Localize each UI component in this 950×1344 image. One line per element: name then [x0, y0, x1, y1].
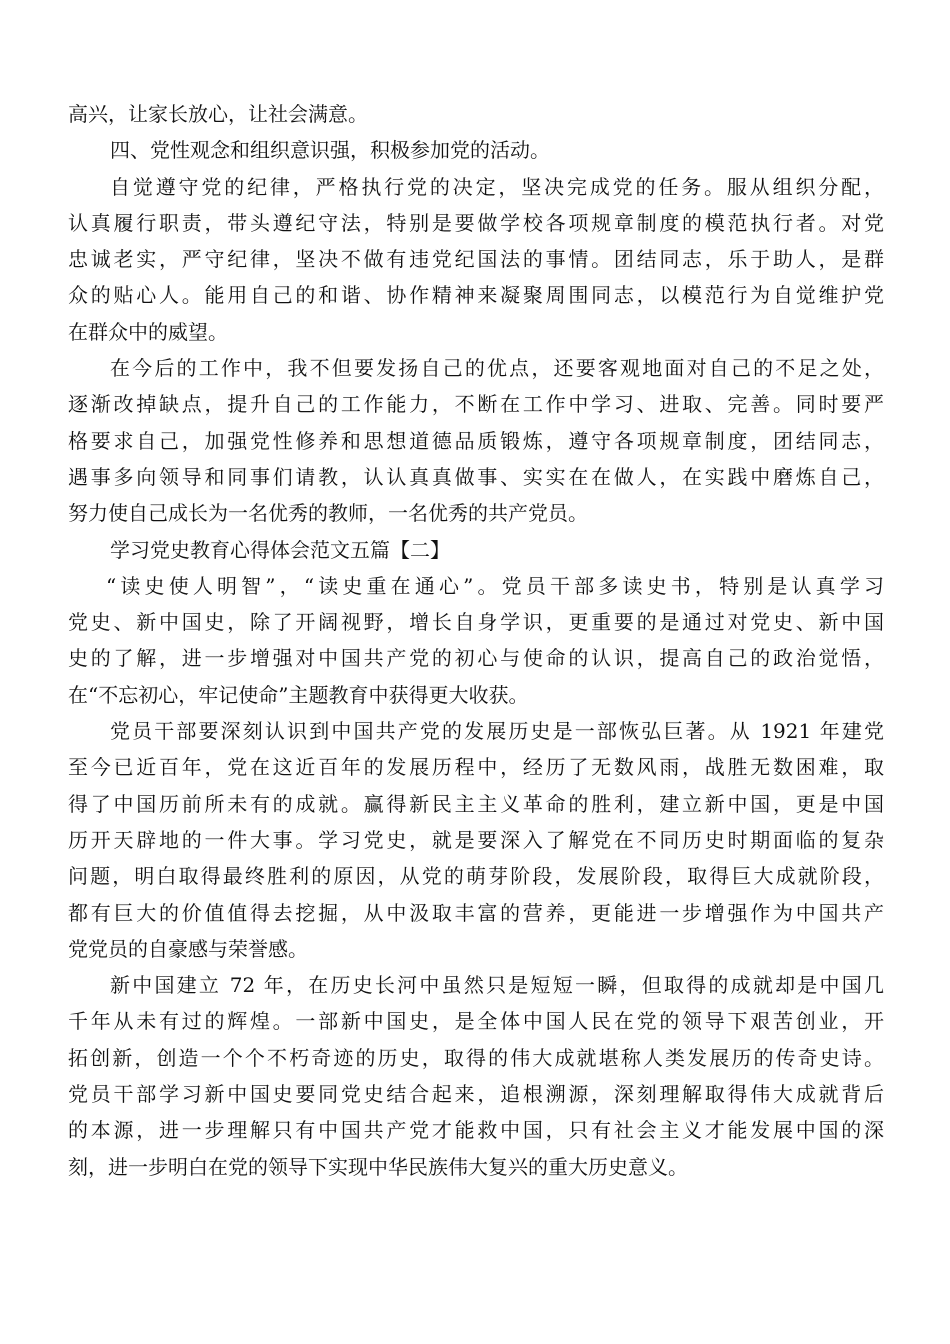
text-line: 学习党史教育心得体会范文五篇【二】: [110, 537, 450, 562]
text-line: 高兴，让家长放心，让社会满意。: [68, 102, 368, 126]
text-line: 刻，进一步明白在党的领导下实现中华民族伟大复兴的重大历史意义。: [68, 1154, 688, 1179]
text-line: 党党员的自豪感与荣誉感。: [68, 936, 308, 961]
text-line: 格要求自己，加强党性修养和思想道德品质锻炼，遵守各项规章制度，团结同志，: [68, 428, 884, 453]
text-line: 逐渐改掉缺点，提升自己的工作能力，不断在工作中学习、进取、完善。同时要严: [68, 392, 884, 417]
text-line: 都有巨大的价值值得去挖掘，从中汲取丰富的营养，更能进一步增强作为中国共产: [68, 900, 884, 925]
text-line: 至今已近百年，党在这近百年的发展历程中，经历了无数风雨，战胜无数困难，取: [68, 755, 884, 780]
paragraph: [68, 350, 884, 531]
text-line: 遇事多向领导和同事们请教，认认真真做事、实实在在做人，在实践中磨炼自己，: [68, 464, 884, 489]
text-line: 忠诚老实，严守纪律，坚决不做有违党纪国法的事情。团结同志，乐于助人，是群: [68, 247, 884, 272]
paragraph: [68, 967, 884, 1185]
text-line: 党员干部学习新中国史要同党史结合起来，追根溯源，深刻理解取得伟大成就背后: [68, 1082, 884, 1107]
text-line: 众的贴心人。能用自己的和谐、协作精神来凝聚周围同志，以模范行为自觉维护党: [68, 283, 884, 308]
text-line: 史的了解，进一步增强对中国共产党的初心与使命的认识，提高自己的政治觉悟，: [68, 646, 884, 671]
document-page: [68, 96, 884, 1185]
text-line: 千年从未有过的辉煌。一部新中国史，是全体中国人民在党的领导下艰苦创业，开: [68, 1009, 884, 1034]
paragraph: [68, 96, 884, 132]
paragraph: [68, 713, 884, 967]
text-line: 得了中国历前所未有的成就。赢得新民主主义革命的胜利，建立新中国，更是中国: [68, 791, 884, 816]
text-line: 努力使自己成长为一名优秀的教师，一名优秀的共产党员。: [68, 501, 588, 526]
text-line: “读史使人明智”，“读史重在通心”。党员干部多读史书，特别是认真学习: [106, 573, 884, 598]
text-line: 新中国建立 72 年，在历史长河中虽然只是短短一瞬，但取得的成就却是中国几: [110, 973, 884, 998]
paragraph: [68, 132, 884, 168]
text-line: 认真履行职责，带头遵纪守法，特别是要做学校各项规章制度的模范执行者。对党: [68, 210, 884, 235]
paragraph: [68, 169, 884, 350]
text-line: 自觉遵守党的纪律，严格执行党的决定，坚决完成党的任务。服从组织分配，: [110, 174, 884, 199]
text-line: 拓创新，创造一个个不朽奇迹的历史，取得的伟大成就堪称人类发展历的传奇史诗。: [68, 1045, 884, 1070]
paragraph: [68, 568, 884, 713]
text-line: 历开天辟地的一件大事。学习党史，就是要深入了解党在不同历史时期面临的复杂: [68, 827, 884, 852]
text-line: 党史、新中国史，除了开阔视野，增长自身学识，更重要的是通过对党史、新中国: [68, 610, 884, 635]
text-line: 党员干部要深刻认识到中国共产党的发展历史是一部恢弘巨著。从 1921 年建党: [110, 719, 884, 744]
paragraph: [68, 532, 884, 568]
text-line: 问题，明白取得最终胜利的原因，从党的萌芽阶段，发展阶段，取得巨大成就阶段，: [68, 864, 884, 889]
text-line: 在“不忘初心，牢记使命”主题教育中获得更大收获。: [68, 682, 529, 707]
text-line: 四、党性观念和组织意识强，积极参加党的活动。: [110, 138, 550, 163]
text-line: 在今后的工作中，我不但要发扬自己的优点，还要客观地面对自己的不足之处，: [110, 356, 884, 381]
text-line: 的本源，进一步理解只有中国共产党才能救中国，只有社会主义才能发展中国的深: [68, 1118, 884, 1143]
text-line: 在群众中的威望。: [68, 319, 228, 344]
